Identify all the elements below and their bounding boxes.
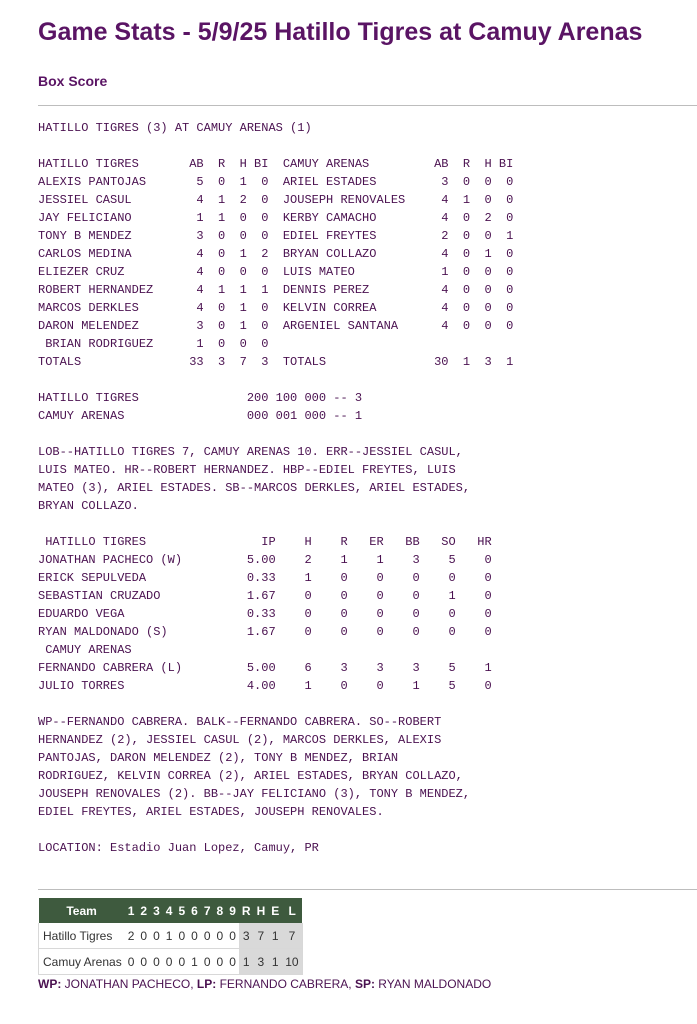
linescore-total-cell: 3	[239, 923, 254, 949]
linescore-header-row	[39, 898, 303, 923]
box-score-line: HATILLO TIGRES 200 100 000 -- 3	[38, 391, 363, 405]
linescore-total-cell: 10	[282, 949, 302, 975]
box-score-line	[38, 821, 513, 839]
linescore-inning-cell: 0	[150, 949, 163, 975]
box-score-line: LOB--HATILLO TIGRES 7, CAMUY ARENAS 10. ERR--JESSIEL CASUL,	[38, 445, 463, 459]
linescore-inning-cell: 0	[175, 923, 188, 949]
box-score-line: JONATHAN PACHECO (W) 5.00 2 1 1 3 5 0	[38, 553, 492, 567]
box-score-line: BRIAN RODRIGUEZ 1 0 0 0	[38, 337, 269, 351]
winning-pitcher: JONATHAN PACHECO,	[61, 977, 197, 991]
linescore-header-cell: L	[282, 898, 302, 923]
box-score-line: HATILLO TIGRES AB R H BI CAMUY ARENAS AB R H BI	[38, 157, 514, 171]
box-score-line: ELIEZER CRUZ 4 0 0 0 LUIS MATEO 1 0 0 0	[38, 265, 514, 279]
lp-label: LP:	[196, 977, 217, 991]
linescore-header-cell: 5	[175, 898, 188, 923]
box-score-line: DARON MELENDEZ 3 0 1 0 ARGENIEL SANTANA 4 0 0 0	[38, 319, 514, 333]
divider	[38, 105, 697, 106]
linescore-team-name: Hatillo Tigres	[39, 923, 125, 949]
linescore-inning-cell: 0	[201, 949, 214, 975]
box-score-line	[38, 515, 513, 533]
box-score-line	[38, 425, 513, 443]
box-score-line: HATILLO TIGRES IP H R ER BB SO HR	[38, 535, 492, 549]
box-score-line: TOTALS 33 3 7 3 TOTALS 30 1 3 1	[38, 355, 514, 369]
linescore-inning-cell: 0	[137, 923, 150, 949]
save-pitcher: RYAN MALDONADO	[374, 977, 492, 991]
box-score-heading: Box Score	[38, 73, 108, 89]
box-score-line: BRYAN COLLAZO.	[38, 499, 139, 513]
box-score-line: RODRIGUEZ, KELVIN CORREA (2), ARIEL ESTADES, BRYAN COLLAZO,	[38, 769, 463, 783]
divider	[38, 889, 697, 890]
box-score-line: FERNANDO CABRERA (L) 5.00 6 3 3 3 5 1	[38, 661, 492, 675]
box-score-line: JAY FELICIANO 1 1 0 0 KERBY CAMACHO 4 0 2 0	[38, 211, 514, 225]
linescore-inning-cell: 0	[201, 923, 214, 949]
box-score-line: HERNANDEZ (2), JESSIEL CASUL (2), MARCOS DERKLES, ALEXIS	[38, 733, 442, 747]
linescore-header-cell: 1	[125, 898, 138, 923]
linescore-header-cell: 4	[163, 898, 176, 923]
linescore-inning-cell: 0	[175, 949, 188, 975]
box-score-line: TONY B MENDEZ 3 0 0 0 EDIEL FREYTES 2 0 0 1	[38, 229, 514, 243]
linescore-inning-cell: 0	[163, 949, 176, 975]
box-score-line: LUIS MATEO. HR--ROBERT HERNANDEZ. HBP--EDIEL FREYTES, LUIS	[38, 463, 456, 477]
linescore-inning-cell: 0	[137, 949, 150, 975]
losing-pitcher: FERNANDO CABRERA,	[216, 977, 355, 991]
linescore-inning-cell: 1	[188, 949, 201, 975]
box-score-line: MARCOS DERKLES 4 0 1 0 KELVIN CORREA 4 0 0 0	[38, 301, 514, 315]
linescore-inning-cell: 0	[214, 923, 227, 949]
linescore-inning-cell: 0	[214, 949, 227, 975]
page-title: Game Stats - 5/9/25 Hatillo Tigres at Camuy Arenas	[38, 18, 643, 46]
linescore-header-cell: 6	[188, 898, 201, 923]
box-score-text	[38, 119, 513, 857]
wp-label: WP:	[38, 977, 62, 991]
box-score-line: RYAN MALDONADO (S) 1.67 0 0 0 0 0 0	[38, 625, 492, 639]
linescore-inning-cell: 0	[188, 923, 201, 949]
linescore-inning-cell: 1	[163, 923, 176, 949]
linescore-header-cell: 2	[137, 898, 150, 923]
linescore-header-cell: 9	[226, 898, 239, 923]
box-score-line: CARLOS MEDINA 4 0 1 2 BRYAN COLLAZO 4 0 1 0	[38, 247, 514, 261]
linescore-total-cell: 7	[282, 923, 302, 949]
sp-label: SP:	[354, 977, 375, 991]
box-score-line: PANTOJAS, DARON MELENDEZ (2), TONY B MENDEZ, BRIAN	[38, 751, 399, 765]
box-score-line: ROBERT HERNANDEZ 4 1 1 1 DENNIS PEREZ 4 0 0 0	[38, 283, 514, 297]
linescore-row	[39, 923, 303, 949]
linescore-header-cell: H	[254, 898, 269, 923]
linescore-total-cell: 1	[268, 923, 282, 949]
box-score-line: CAMUY ARENAS 000 001 000 -- 1	[38, 409, 363, 423]
box-score-line: EDIEL FREYTES, ARIEL ESTADES, JOUSEPH RENOVALES.	[38, 805, 384, 819]
linescore-total-cell: 1	[239, 949, 254, 975]
box-score-line	[38, 137, 513, 155]
pitchers-summary	[38, 977, 491, 991]
linescore-total-cell: 3	[254, 949, 269, 975]
linescore-row	[39, 949, 303, 975]
linescore-inning-cell: 0	[125, 949, 138, 975]
linescore-header-cell: E	[268, 898, 282, 923]
linescore-total-cell: 7	[254, 923, 269, 949]
linescore-header-team: Team	[39, 898, 125, 923]
box-score-line: JESSIEL CASUL 4 1 2 0 JOUSEPH RENOVALES 4 1 0 0	[38, 193, 514, 207]
box-score-line: LOCATION: Estadio Juan Lopez, Camuy, PR	[38, 841, 319, 855]
linescore-inning-cell: 0	[226, 949, 239, 975]
linescore-header-cell: R	[239, 898, 254, 923]
box-score-line: EDUARDO VEGA 0.33 0 0 0 0 0 0	[38, 607, 492, 621]
linescore-header-cell: 7	[201, 898, 214, 923]
linescore-inning-cell: 0	[150, 923, 163, 949]
linescore-table	[38, 898, 303, 975]
linescore-inning-cell: 2	[125, 923, 138, 949]
box-score-line: SEBASTIAN CRUZADO 1.67 0 0 0 0 1 0	[38, 589, 492, 603]
linescore-inning-cell: 0	[226, 923, 239, 949]
linescore-team-name: Camuy Arenas	[39, 949, 125, 975]
box-score-line: CAMUY ARENAS	[38, 643, 132, 657]
linescore-header-cell: 8	[214, 898, 227, 923]
linescore-total-cell: 1	[268, 949, 282, 975]
box-score-line	[38, 695, 513, 713]
box-score-line: WP--FERNANDO CABRERA. BALK--FERNANDO CABRERA. SO--ROBERT	[38, 715, 442, 729]
box-score-line: JOUSEPH RENOVALES (2). BB--JAY FELICIANO (3), TONY B MENDEZ,	[38, 787, 471, 801]
box-score-line: ALEXIS PANTOJAS 5 0 1 0 ARIEL ESTADES 3 0 0 0	[38, 175, 514, 189]
box-score-line	[38, 371, 513, 389]
box-score-line: ERICK SEPULVEDA 0.33 1 0 0 0 0 0	[38, 571, 492, 585]
box-score-line: JULIO TORRES 4.00 1 0 0 1 5 0	[38, 679, 492, 693]
box-score-line: HATILLO TIGRES (3) AT CAMUY ARENAS (1)	[38, 121, 312, 135]
box-score-line: MATEO (3), ARIEL ESTADES. SB--MARCOS DERKLES, ARIEL ESTADES,	[38, 481, 471, 495]
linescore-header-cell: 3	[150, 898, 163, 923]
